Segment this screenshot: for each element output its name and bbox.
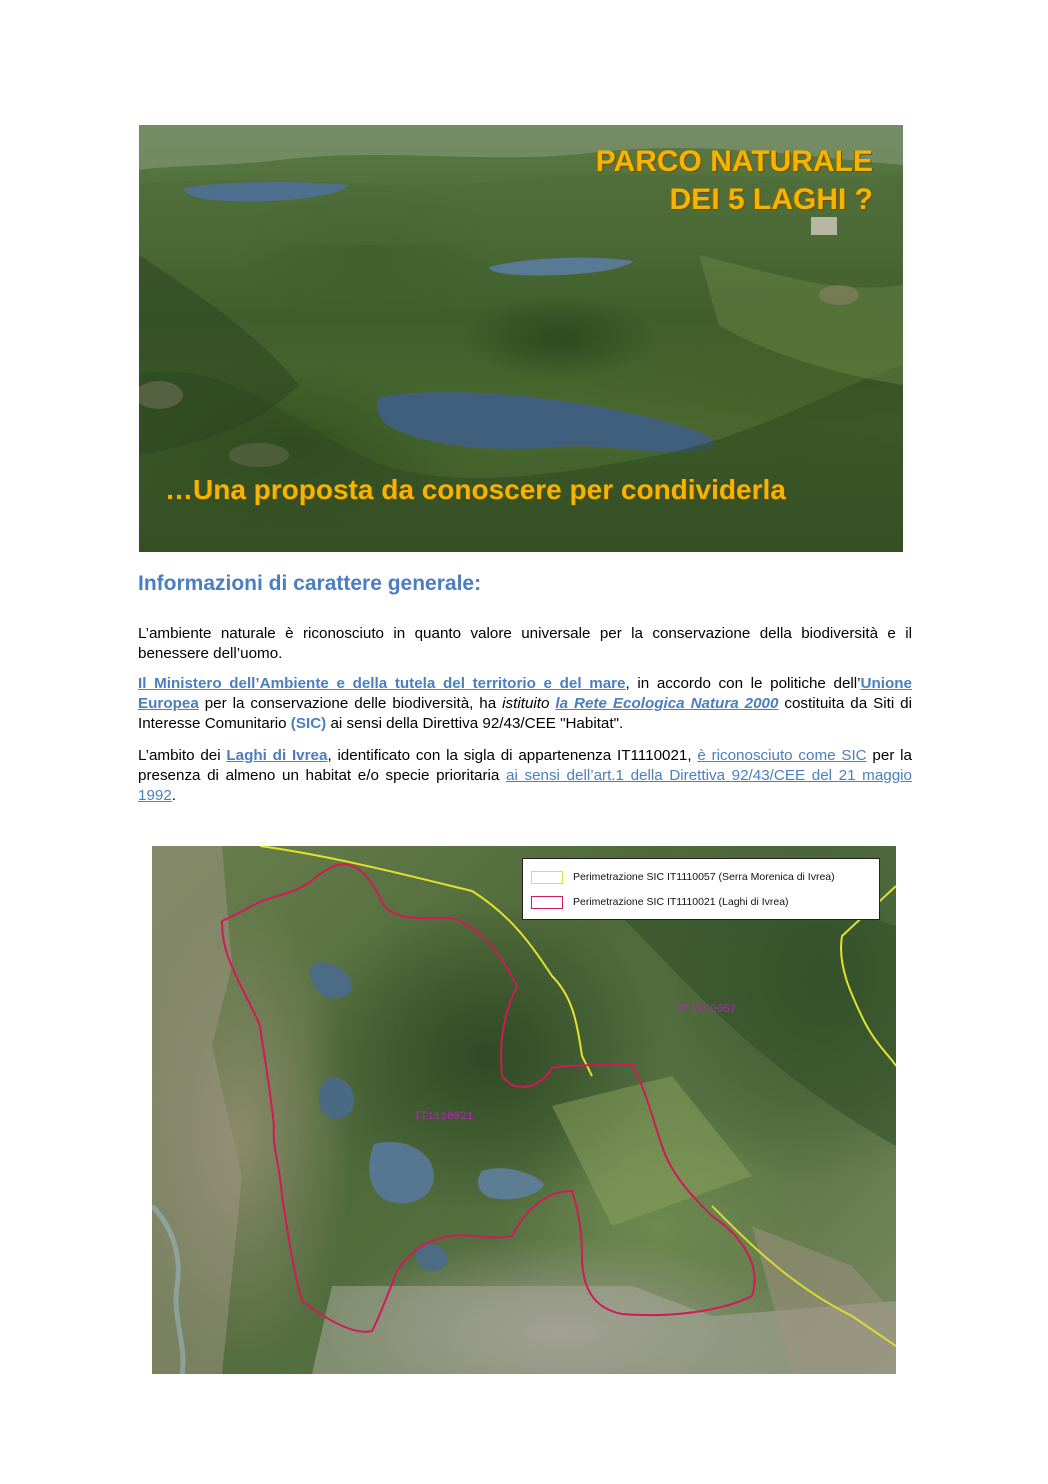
hero-title-line-2: DEI 5 LAGHI ? bbox=[669, 183, 873, 216]
paragraph-2-text-1: , in accordo con le politiche dell’ bbox=[625, 675, 861, 692]
paragraph-3-text-2: , identificato con la sigla di appartenenza IT1110021, bbox=[327, 747, 698, 764]
paragraph-2-text-2: per la conservazione delle biodiversità, ha bbox=[198, 695, 503, 712]
link-riconosciuto-sic[interactable]: è riconosciuto come SIC bbox=[697, 747, 867, 764]
paragraph-2-text-4: costituita da Siti di Interesse Comunitario bbox=[138, 695, 912, 732]
sic-abbreviation: (SIC) bbox=[290, 715, 327, 732]
hero-photo bbox=[139, 125, 903, 552]
legend-item-serra bbox=[531, 867, 835, 887]
paragraph-1: L’ambiente naturale è riconosciuto in quanto valore universale per la conservazione della biodiversità e il benessere dell’uomo. bbox=[138, 625, 912, 662]
section-heading: Informazioni di carattere generale: bbox=[138, 572, 482, 595]
link-ministero-ambiente[interactable]: Il Ministero dell’Ambiente e della tutela del territorio e del mare bbox=[138, 675, 626, 692]
lake-3 bbox=[369, 1142, 434, 1203]
map-legend bbox=[522, 858, 880, 920]
paragraph-2 bbox=[138, 674, 912, 734]
legend-swatch-red bbox=[531, 896, 563, 909]
paragraph-2-istituito: istituito bbox=[502, 695, 550, 712]
paragraph-3-text-4: . bbox=[171, 787, 177, 804]
lake-5 bbox=[416, 1244, 448, 1271]
hero-subtitle: …Una proposta da conoscere per condividerla bbox=[165, 474, 786, 505]
link-direttiva-art1[interactable]: ai sensi dell’art.1 della Direttiva 92/43/CEE del 21 maggio 1992 bbox=[138, 767, 912, 804]
lake-4 bbox=[478, 1168, 544, 1199]
hero-title-line-1: PARCO NATURALE bbox=[595, 145, 873, 178]
legend-label-laghi: Perimetrazione SIC IT1110021 (Laghi di Ivrea) bbox=[573, 896, 789, 908]
link-unione-europea[interactable]: Unione Europea bbox=[138, 675, 912, 712]
lake-1 bbox=[310, 962, 352, 998]
legend-item-laghi bbox=[531, 892, 789, 912]
paragraph-3-text-1: L’ambito dei bbox=[138, 747, 227, 764]
legend-swatch-yellow bbox=[531, 871, 563, 884]
paragraph-3 bbox=[138, 746, 912, 806]
link-rete-natura-2000[interactable]: la Rete Ecologica Natura 2000 bbox=[555, 695, 779, 712]
fields-area bbox=[552, 1076, 752, 1226]
paragraph-2-text-5: ai sensi della Direttiva 92/43/CEE "Habitat". bbox=[326, 715, 624, 732]
legend-label-serra: Perimetrazione SIC IT1110057 (Serra Morenica di Ivrea) bbox=[573, 871, 835, 883]
hero-title bbox=[596, 143, 873, 219]
map-label-serra-code: IT1110057 bbox=[677, 1004, 737, 1016]
sic-map bbox=[152, 846, 896, 1374]
paragraph-3-text-3: per la presenza di almeno un habitat e/o specie prioritaria bbox=[138, 747, 912, 784]
lake-2 bbox=[319, 1077, 354, 1119]
urban-area-west bbox=[152, 846, 242, 1374]
link-laghi-di-ivrea[interactable]: Laghi di Ivrea bbox=[226, 747, 328, 764]
sic-map-graphics bbox=[152, 846, 896, 1374]
map-label-laghi-code: IT1110021 bbox=[414, 1111, 474, 1123]
